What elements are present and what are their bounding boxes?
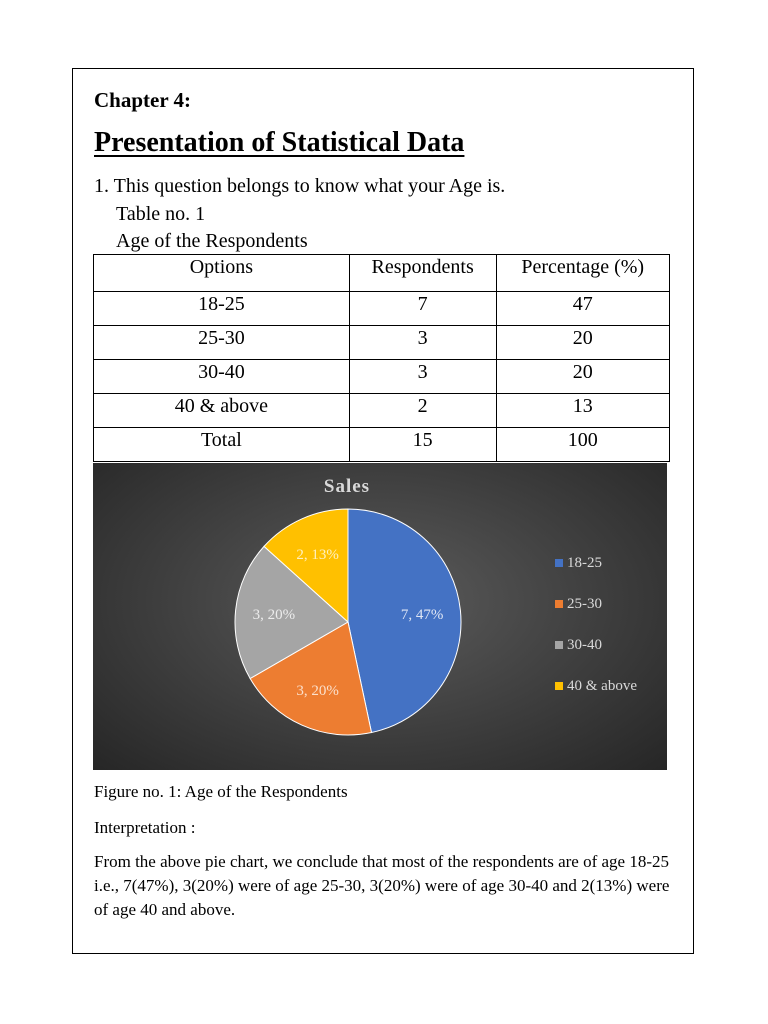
table-row bbox=[94, 292, 670, 326]
table-cell: 13 bbox=[496, 394, 669, 428]
table-cell: 3 bbox=[349, 360, 496, 394]
chapter-heading: Chapter 4: bbox=[94, 88, 192, 112]
table-number: Table no. 1 bbox=[116, 203, 206, 225]
table-cell: 15 bbox=[349, 428, 496, 462]
pie-chart-canvas bbox=[93, 463, 667, 770]
table-cell: 7 bbox=[349, 292, 496, 326]
table-cell: 100 bbox=[496, 428, 669, 462]
page-title: Presentation of Statistical Data bbox=[94, 127, 465, 158]
table-row bbox=[94, 360, 670, 394]
legend-label-25-30: 25-30 bbox=[567, 596, 602, 612]
legend-label-30-40: 30-40 bbox=[567, 637, 602, 653]
interpretation-heading: Interpretation : bbox=[94, 818, 196, 837]
table-cell: 20 bbox=[496, 360, 669, 394]
table-cell: 30-40 bbox=[94, 360, 350, 394]
legend-swatch-30-40 bbox=[555, 641, 563, 649]
column-header-respondents: Respondents bbox=[349, 255, 496, 292]
column-header-percentage: Percentage (%) bbox=[496, 255, 669, 292]
table-cell: 3 bbox=[349, 326, 496, 360]
table-row bbox=[94, 394, 670, 428]
table-cell: 20 bbox=[496, 326, 669, 360]
table-cell: 25-30 bbox=[94, 326, 350, 360]
table-cell: 18-25 bbox=[94, 292, 350, 326]
figure-caption: Figure no. 1: Age of the Respondents bbox=[94, 782, 348, 801]
legend-swatch-18-25 bbox=[555, 559, 563, 567]
table-cell: 47 bbox=[496, 292, 669, 326]
interpretation-paragraph: From the above pie chart, we conclude that most of the respondents are of age 18-25 i.e., 7(47%), 3(20%) were of age 25-30, 3(20%) were of age 30-40 and 2(13%) were of age 40 and above. bbox=[94, 852, 670, 919]
column-header-options: Options bbox=[94, 255, 350, 292]
table-total-row bbox=[94, 428, 670, 462]
legend-label-40-above: 40 & above bbox=[567, 678, 637, 694]
legend-swatch-40-above bbox=[555, 682, 563, 690]
chart-title: Sales bbox=[323, 476, 371, 497]
question-text: 1. This question belongs to know what your Age is. bbox=[94, 175, 506, 197]
data-label-30-40: 3, 20% bbox=[252, 607, 296, 624]
legend-label-18-25: 18-25 bbox=[567, 555, 602, 571]
table-cell: 2 bbox=[349, 394, 496, 428]
table-header-row bbox=[94, 255, 670, 292]
data-label-25-30: 3, 20% bbox=[296, 683, 339, 700]
table-caption: Age of the Respondents bbox=[116, 230, 308, 252]
data-label-18-25: 7, 47% bbox=[400, 607, 444, 624]
table-cell: 40 & above bbox=[94, 394, 350, 428]
legend-swatch-25-30 bbox=[555, 600, 563, 608]
data-label-40-above: 2, 13% bbox=[296, 546, 339, 563]
age-table bbox=[93, 254, 670, 462]
table-row bbox=[94, 326, 670, 360]
pie-chart bbox=[93, 463, 667, 770]
table-cell: Total bbox=[94, 428, 350, 462]
